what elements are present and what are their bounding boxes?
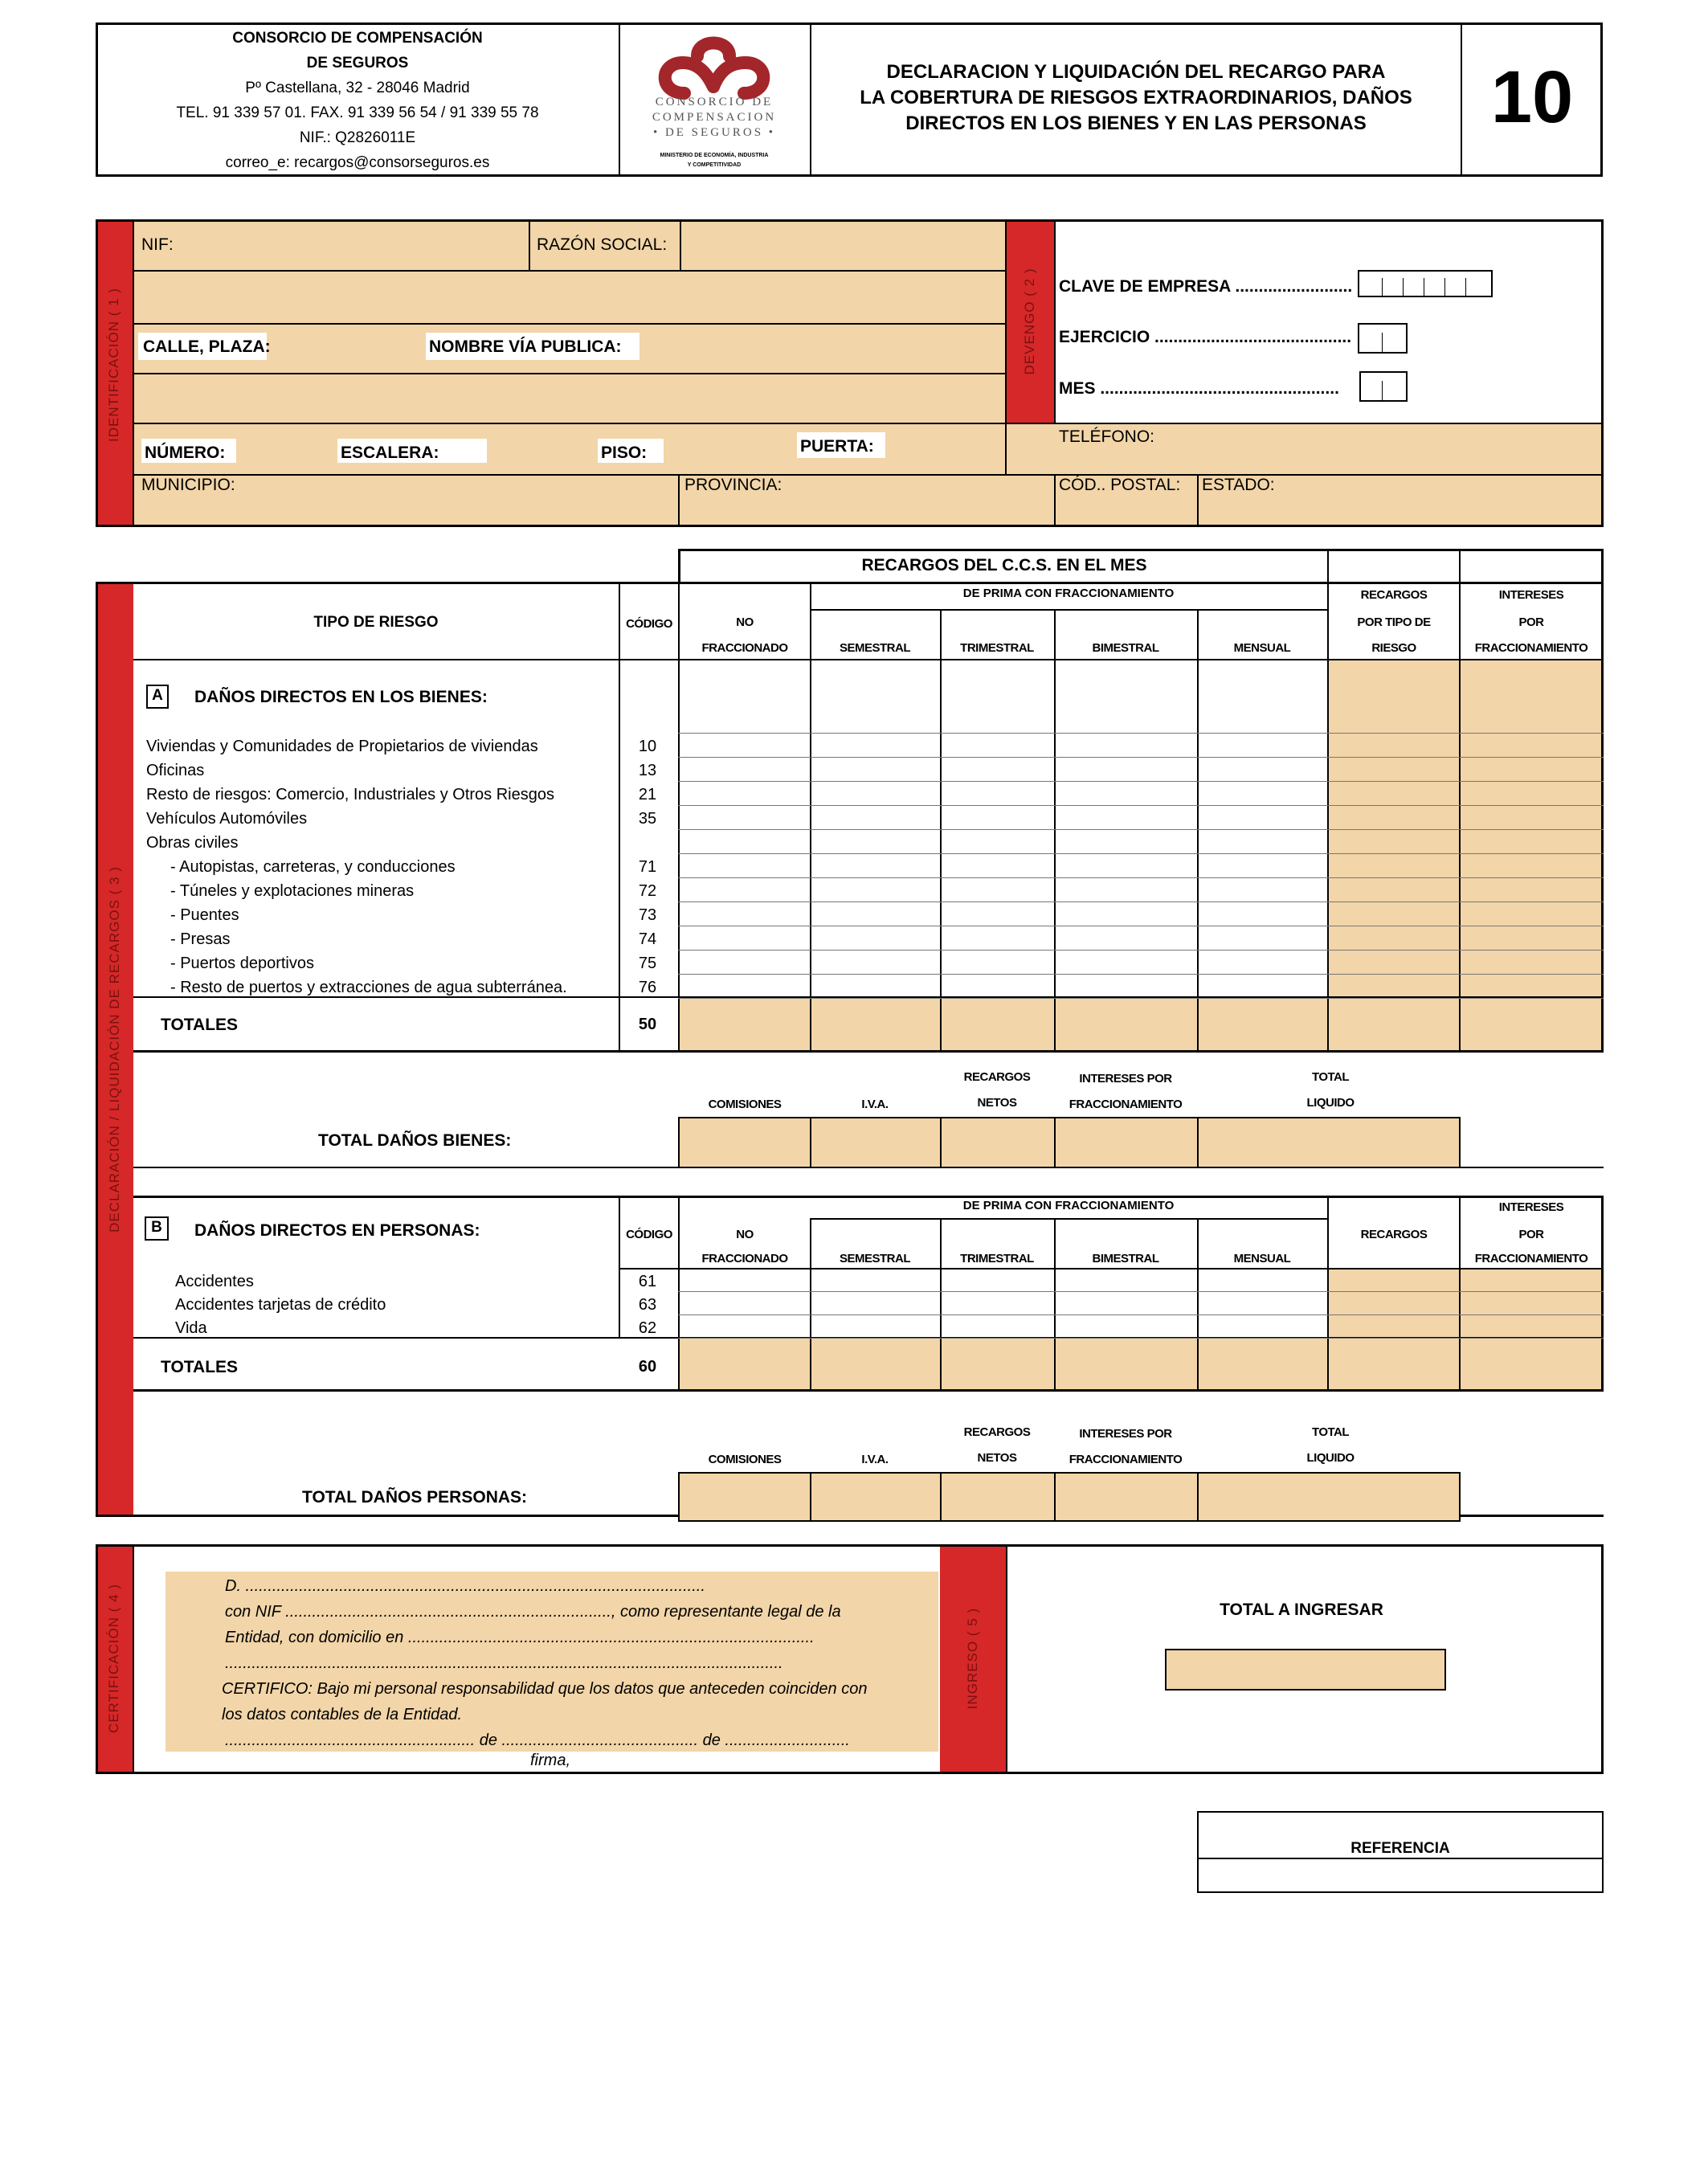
table-cell-input[interactable] (1461, 1269, 1602, 1291)
ejercicio-label: EJERCICIO .......................................... (1059, 328, 1352, 346)
table-cell-input[interactable] (680, 927, 808, 950)
org-name-2: DE SEGUROS (306, 55, 409, 72)
org-email: correo_e: recargos@consorseguros.es (225, 154, 490, 171)
intereses-header-a-3: FRACCIONAMIENTO (1474, 641, 1588, 655)
table-cell-input[interactable] (680, 807, 808, 829)
provincia-label: PROVINCIA: (684, 476, 782, 494)
table-cell-input[interactable] (1056, 855, 1195, 877)
table-row-label: Resto de riesgos: Comercio, Industriales y Otros Riesgos (146, 786, 554, 803)
table-cell-input[interactable] (811, 927, 938, 950)
table-cell-input[interactable] (1056, 1316, 1195, 1338)
intereses-header-a-1: INTERESES (1498, 588, 1564, 602)
cert-line-7: ........................................................ de ............................................ de ............................ (225, 1731, 850, 1749)
intereses-header-b-2: POR (1518, 1228, 1544, 1241)
table-cell-input[interactable] (811, 783, 938, 805)
calle-label: CALLE, PLAZA: (143, 337, 271, 356)
row-divider (678, 733, 1604, 734)
section-b-title: DAÑOS DIRECTOS EN PERSONAS: (194, 1221, 480, 1240)
section-b-letter: B (151, 1219, 162, 1236)
totales-b-label: TOTALES (161, 1358, 239, 1376)
table-cell-input[interactable] (1329, 831, 1457, 853)
table-cell-input[interactable] (1199, 734, 1326, 757)
table-cell-input[interactable] (680, 1293, 808, 1314)
intereses-header-b-3: FRACCIONAMIENTO (1474, 1252, 1588, 1265)
intereses-fracc-a-1: INTERESES POR (1079, 1072, 1172, 1086)
table-cell-input[interactable] (680, 758, 808, 781)
intereses-fracc-a-2: FRACCIONAMIENTO (1069, 1098, 1183, 1111)
table-cell-input[interactable] (680, 879, 808, 902)
row-divider (678, 805, 1604, 806)
table-cell-input[interactable] (680, 903, 808, 926)
table-cell-input[interactable] (1199, 951, 1326, 974)
table-cell-input[interactable] (811, 879, 938, 902)
codigo-header-b: CÓDIGO (626, 1228, 672, 1241)
table-row-code: 13 (638, 762, 657, 779)
org-nif: NIF.: Q2826011E (299, 129, 416, 146)
totales-b-code: 60 (638, 1358, 657, 1376)
org-address: Pº Castellana, 32 - 28046 Madrid (245, 80, 470, 96)
table-row-label: Obras civiles (146, 834, 239, 852)
total-liquido-b-1: TOTAL (1311, 1425, 1350, 1439)
table-cell-input[interactable] (942, 783, 1052, 805)
total-personas-label: TOTAL DAÑOS PERSONAS: (302, 1488, 528, 1507)
table-cell-input[interactable] (1461, 951, 1602, 974)
logo-text-1: CONSORCIO DE (655, 96, 774, 108)
mensual-header-a: MENSUAL (1233, 641, 1291, 655)
piso-label: PISO: (601, 444, 648, 462)
bimestral-header-a: BIMESTRAL (1092, 641, 1159, 655)
table-cell-input[interactable] (1461, 783, 1602, 805)
referencia-label: REFERENCIA (1350, 1840, 1450, 1857)
table-cell-input[interactable] (1329, 855, 1457, 877)
clave-empresa-label: CLAVE DE EMPRESA ......................... (1059, 277, 1353, 296)
table-cell-input[interactable] (1329, 758, 1457, 781)
form-title-line-2: LA COBERTURA DE RIESGOS EXTRAORDINARIOS, DAÑOS (860, 87, 1412, 108)
no-fracc-header-b-2: FRACCIONADO (701, 1252, 788, 1265)
no-fracc-header-a-2: FRACCIONADO (701, 641, 788, 655)
table-cell-input[interactable] (1056, 903, 1195, 926)
table-cell-input[interactable] (1056, 734, 1195, 757)
trimestral-header-b: TRIMESTRAL (960, 1252, 1034, 1265)
table-cell-input[interactable] (811, 807, 938, 829)
table-row-label: Accidentes tarjetas de crédito (175, 1296, 386, 1314)
recargos-netos-b-1: RECARGOS (963, 1425, 1031, 1439)
bimestral-header-b: BIMESTRAL (1092, 1252, 1159, 1265)
recargos-tipo-header-3: RIESGO (1371, 641, 1416, 655)
table-cell-input[interactable] (1199, 855, 1326, 877)
table-cell-input[interactable] (1329, 1316, 1457, 1338)
table-cell-input[interactable] (1329, 807, 1457, 829)
table-cell-input[interactable] (1056, 975, 1195, 998)
tipo-riesgo-header-a: TIPO DE RIESGO (313, 614, 439, 631)
table-cell-input[interactable] (1461, 855, 1602, 877)
table-cell-input[interactable] (1199, 807, 1326, 829)
cert-line-2: con NIF ........................................................................., como representante legal de la (225, 1603, 841, 1621)
identificacion-side-label: IDENTIFICACIÓN ( 1 ) (106, 288, 121, 442)
table-cell-input[interactable] (1056, 807, 1195, 829)
row-divider (678, 950, 1604, 951)
table-row-label: - Puertos deportivos (170, 955, 314, 972)
table-row-label: Vida (175, 1319, 207, 1337)
iva-b: I.V.A. (861, 1453, 889, 1466)
table-cell-input[interactable] (942, 855, 1052, 877)
section-a-letter: A (152, 687, 163, 704)
table-row-label: Accidentes (175, 1273, 254, 1290)
table-cell-input[interactable] (680, 783, 808, 805)
comisiones-b: COMISIONES (708, 1453, 782, 1466)
table-cell-input[interactable] (811, 1269, 938, 1291)
table-cell-input[interactable] (680, 1269, 808, 1291)
table-row-code: 71 (638, 858, 657, 876)
intereses-header-a-2: POR (1518, 615, 1544, 629)
mes-field[interactable] (1359, 371, 1408, 402)
table-cell-input[interactable] (1329, 879, 1457, 902)
table-row-code: 35 (638, 810, 657, 828)
table-cell-input[interactable] (1461, 975, 1602, 998)
cert-line-6: los datos contables de la Entidad. (222, 1706, 463, 1723)
iva-a: I.V.A. (861, 1098, 889, 1111)
recargos-tipo-header-2: POR TIPO DE (1357, 615, 1431, 629)
intereses-fracc-b-2: FRACCIONAMIENTO (1069, 1453, 1183, 1466)
table-cell-input[interactable] (811, 1316, 938, 1338)
table-cell-input[interactable] (1199, 903, 1326, 926)
form-title (811, 59, 1461, 137)
ejercicio-field[interactable] (1358, 323, 1408, 354)
table-cell-input[interactable] (1461, 927, 1602, 950)
logo-text-3: • DE SEGUROS • (652, 126, 776, 139)
declaracion-side-label: DECLARACIÓN / LIQUIDACIÓN DE RECARGOS ( 3 ) (107, 866, 122, 1233)
table-cell-input[interactable] (1056, 879, 1195, 902)
table-row-code: 76 (638, 979, 657, 996)
numero-label: NÚMERO: (145, 444, 226, 462)
recargos-netos-a-1: RECARGOS (963, 1070, 1031, 1084)
de-prima-header-a: DE PRIMA CON FRACCIONAMIENTO (962, 587, 1175, 600)
intereses-fracc-b-1: INTERESES POR (1079, 1427, 1172, 1441)
logo (620, 24, 808, 175)
table-cell-input[interactable] (1199, 879, 1326, 902)
table-cell-input[interactable] (942, 734, 1052, 757)
row-divider (678, 1338, 1604, 1339)
cert-line-4: ............................................................................................................................. (225, 1654, 783, 1672)
table-cell-input[interactable] (942, 1293, 1052, 1314)
table-cell-input[interactable] (1199, 975, 1326, 998)
mensual-header-b: MENSUAL (1233, 1252, 1291, 1265)
totales-a-code: 50 (638, 1016, 657, 1033)
logo-text-2: COMPENSACION (652, 111, 777, 124)
razon-social-label: RAZÓN SOCIAL: (537, 235, 668, 254)
telefono-field[interactable] (1173, 426, 1599, 471)
trimestral-header-a: TRIMESTRAL (960, 641, 1034, 655)
clave-empresa-field[interactable] (1358, 270, 1493, 297)
table-cell-input[interactable] (1056, 831, 1195, 853)
cod-postal-label: CÓD.. POSTAL: (1059, 476, 1181, 494)
table-row-label: - Túneles y explotaciones mineras (170, 882, 415, 900)
table-row-code: 62 (638, 1319, 657, 1337)
table-row-code: 61 (638, 1273, 657, 1290)
org-name-1: CONSORCIO DE COMPENSACIÓN (232, 30, 483, 47)
total-bienes-fields[interactable] (678, 1117, 1461, 1168)
org-info (98, 26, 617, 175)
total-bienes-label: TOTAL DAÑOS BIENES: (318, 1131, 512, 1150)
recargos-netos-a-2: NETOS (977, 1096, 1017, 1110)
table-row-code: 74 (638, 930, 657, 948)
nombre-via-label: NOMBRE VÍA PUBLICA: (429, 337, 622, 356)
table-cell-input[interactable] (1461, 879, 1602, 902)
mes-label: MES ................................................... (1059, 379, 1339, 398)
recargos-netos-b-2: NETOS (977, 1451, 1017, 1465)
semestral-header-b: SEMESTRAL (839, 1252, 910, 1265)
total-liquido-a-2: LIQUIDO (1306, 1096, 1355, 1110)
razon-social-field[interactable] (681, 225, 1003, 265)
table-cell-input[interactable] (680, 1316, 808, 1338)
table-cell-input[interactable] (811, 831, 938, 853)
semestral-header-a: SEMESTRAL (839, 641, 910, 655)
table-cell-input[interactable] (942, 927, 1052, 950)
total-personas-fields[interactable] (678, 1472, 1461, 1522)
logo-ministry-1: MINISTERIO DE ECONOMÍA, INDUSTRIA (660, 153, 769, 158)
table-cell-input[interactable] (1199, 831, 1326, 853)
de-prima-header-b: DE PRIMA CON FRACCIONAMIENTO (962, 1199, 1175, 1212)
table-cell-input[interactable] (942, 951, 1052, 974)
calle-field[interactable] (135, 376, 1003, 421)
table-cell-input[interactable] (1056, 758, 1195, 781)
firma-label: firma, (530, 1752, 570, 1769)
table-row-label: Vehículos Automóviles (146, 810, 308, 828)
table-cell-input[interactable] (1461, 758, 1602, 781)
form-title-line-3: DIRECTOS EN LOS BIENES Y EN LAS PERSONAS (905, 112, 1367, 134)
table-cell-input[interactable] (1329, 1293, 1457, 1314)
certificacion-side-label: CERTIFICACIÓN ( 4 ) (106, 1584, 121, 1733)
row-divider (678, 781, 1604, 782)
puerta-label: PUERTA: (800, 437, 874, 456)
table-cell-input[interactable] (1329, 975, 1457, 998)
razon-social-field-2[interactable] (135, 273, 1003, 320)
table-cell-input[interactable] (1056, 1269, 1195, 1291)
devengo-side-label: DEVENGO ( 2 ) (1022, 268, 1037, 375)
table-cell-input[interactable] (680, 734, 808, 757)
table-cell-input[interactable] (1199, 1269, 1326, 1291)
total-liquido-a-1: TOTAL (1311, 1070, 1350, 1084)
logo-ministry-2: Y COMPETITIVIDAD (687, 162, 742, 168)
table-cell-input[interactable] (811, 1293, 938, 1314)
recargos-header-b: RECARGOS (1360, 1228, 1428, 1241)
table-row-code: 10 (638, 738, 657, 755)
table-row-code: 72 (638, 882, 657, 900)
table-cell-input[interactable] (1461, 1293, 1602, 1314)
totales-a-label: TOTALES (161, 1016, 239, 1034)
codigo-header-a: CÓDIGO (626, 617, 672, 631)
table-row-label: - Resto de puertos y extracciones de agua subterránea. (170, 979, 567, 996)
table-cell-input[interactable] (1329, 951, 1457, 974)
form-number: 10 (1490, 56, 1574, 138)
table-cell-input[interactable] (1199, 927, 1326, 950)
table-cell-input[interactable] (680, 855, 808, 877)
certificacion-text (222, 1573, 940, 1753)
table-row-label: - Presas (170, 930, 231, 948)
table-cell-input[interactable] (942, 807, 1052, 829)
form-title-line-1: DECLARACION Y LIQUIDACIÓN DEL RECARGO PARA (886, 61, 1386, 83)
table-cell-input[interactable] (680, 951, 808, 974)
table-cell-input[interactable] (811, 855, 938, 877)
row-divider (678, 877, 1604, 878)
table-cell-input[interactable] (1199, 758, 1326, 781)
table-cell-input[interactable] (1461, 807, 1602, 829)
ingreso-side-label: INGRESO ( 5 ) (965, 1607, 980, 1710)
total-ingresar-field[interactable] (1165, 1649, 1446, 1691)
table-cell-input[interactable] (1056, 1293, 1195, 1314)
table-cell-input[interactable] (811, 734, 938, 757)
cert-line-3: Entidad, con domicilio en ........................................................................................... (225, 1629, 815, 1646)
table-cell-input[interactable] (1199, 1316, 1326, 1338)
referencia-field[interactable] (1199, 1859, 1602, 1891)
table-cell-input[interactable] (680, 975, 808, 998)
recargos-mes-header: RECARGOS DEL C.C.S. EN EL MES (861, 556, 1147, 574)
row-divider (678, 757, 1604, 758)
table-row-code: 63 (638, 1296, 657, 1314)
table-cell-input[interactable] (811, 975, 938, 998)
table-cell-input[interactable] (811, 951, 938, 974)
section-a-title: DAÑOS DIRECTOS EN LOS BIENES: (194, 688, 488, 706)
table-cell-input[interactable] (942, 1269, 1052, 1291)
recargos-tipo-header-1: RECARGOS (1360, 588, 1428, 602)
no-fracc-header-a-1: NO (736, 615, 754, 629)
cert-line-5: CERTIFICO: Bajo mi personal responsabilidad que los datos que anteceden coinciden con (222, 1680, 868, 1698)
escalera-label: ESCALERA: (341, 444, 439, 462)
table-cell-input[interactable] (1329, 734, 1457, 757)
total-ingresar-label: TOTAL A INGRESAR (1220, 1601, 1383, 1619)
nif-field[interactable] (178, 225, 516, 265)
table-cell-input[interactable] (942, 903, 1052, 926)
org-phones: TEL. 91 339 57 01. FAX. 91 339 56 54 / 91 339 55 78 (176, 104, 539, 121)
table-cell-input[interactable] (1329, 903, 1457, 926)
table-row-label: - Autopistas, carreteras, y conducciones (170, 858, 456, 876)
table-row-label: - Puentes (170, 906, 239, 924)
table-cell-input[interactable] (1461, 1316, 1602, 1338)
table-cell-input[interactable] (811, 903, 938, 926)
table-cell-input[interactable] (1329, 783, 1457, 805)
no-fracc-header-b-1: NO (736, 1228, 754, 1241)
row-divider (678, 974, 1604, 975)
table-cell-input[interactable] (1329, 927, 1457, 950)
telefono-label: TELÉFONO: (1059, 427, 1155, 446)
table-row-code: 21 (638, 786, 657, 803)
total-liquido-b-2: LIQUIDO (1306, 1451, 1355, 1465)
row-divider (678, 829, 1604, 830)
row-divider (678, 1314, 1604, 1315)
table-cell-input[interactable] (942, 975, 1052, 998)
table-cell-input[interactable] (1056, 927, 1195, 950)
table-row-label: Viviendas y Comunidades de Propietarios de viviendas (146, 738, 538, 755)
table-cell-input[interactable] (1461, 831, 1602, 853)
table-row-code: 75 (638, 955, 657, 972)
table-cell-input[interactable] (1461, 734, 1602, 757)
cert-line-1: D. ....................................................................................................... (225, 1577, 705, 1595)
table-cell-input[interactable] (942, 1316, 1052, 1338)
table-cell-input[interactable] (1056, 783, 1195, 805)
table-row-label: Oficinas (146, 762, 205, 779)
table-cell-input[interactable] (811, 758, 938, 781)
comisiones-a: COMISIONES (708, 1098, 782, 1111)
table-cell-input[interactable] (1199, 1293, 1326, 1314)
table-cell-input[interactable] (1461, 903, 1602, 926)
table-cell-input[interactable] (680, 831, 808, 853)
estado-label: ESTADO: (1202, 476, 1275, 494)
row-divider (678, 998, 1604, 999)
table-cell-input[interactable] (942, 758, 1052, 781)
municipio-label: MUNICIPIO: (141, 476, 235, 494)
table-row-code: 73 (638, 906, 657, 924)
intereses-header-b-1: INTERESES (1498, 1200, 1564, 1214)
table-cell-input[interactable] (1199, 783, 1326, 805)
nif-label: NIF: (141, 235, 174, 254)
row-divider (678, 1291, 1604, 1292)
table-cell-input[interactable] (942, 879, 1052, 902)
table-cell-input[interactable] (1056, 951, 1195, 974)
row-divider (678, 853, 1604, 854)
table-cell-input[interactable] (1329, 1269, 1457, 1291)
table-cell-input[interactable] (942, 831, 1052, 853)
